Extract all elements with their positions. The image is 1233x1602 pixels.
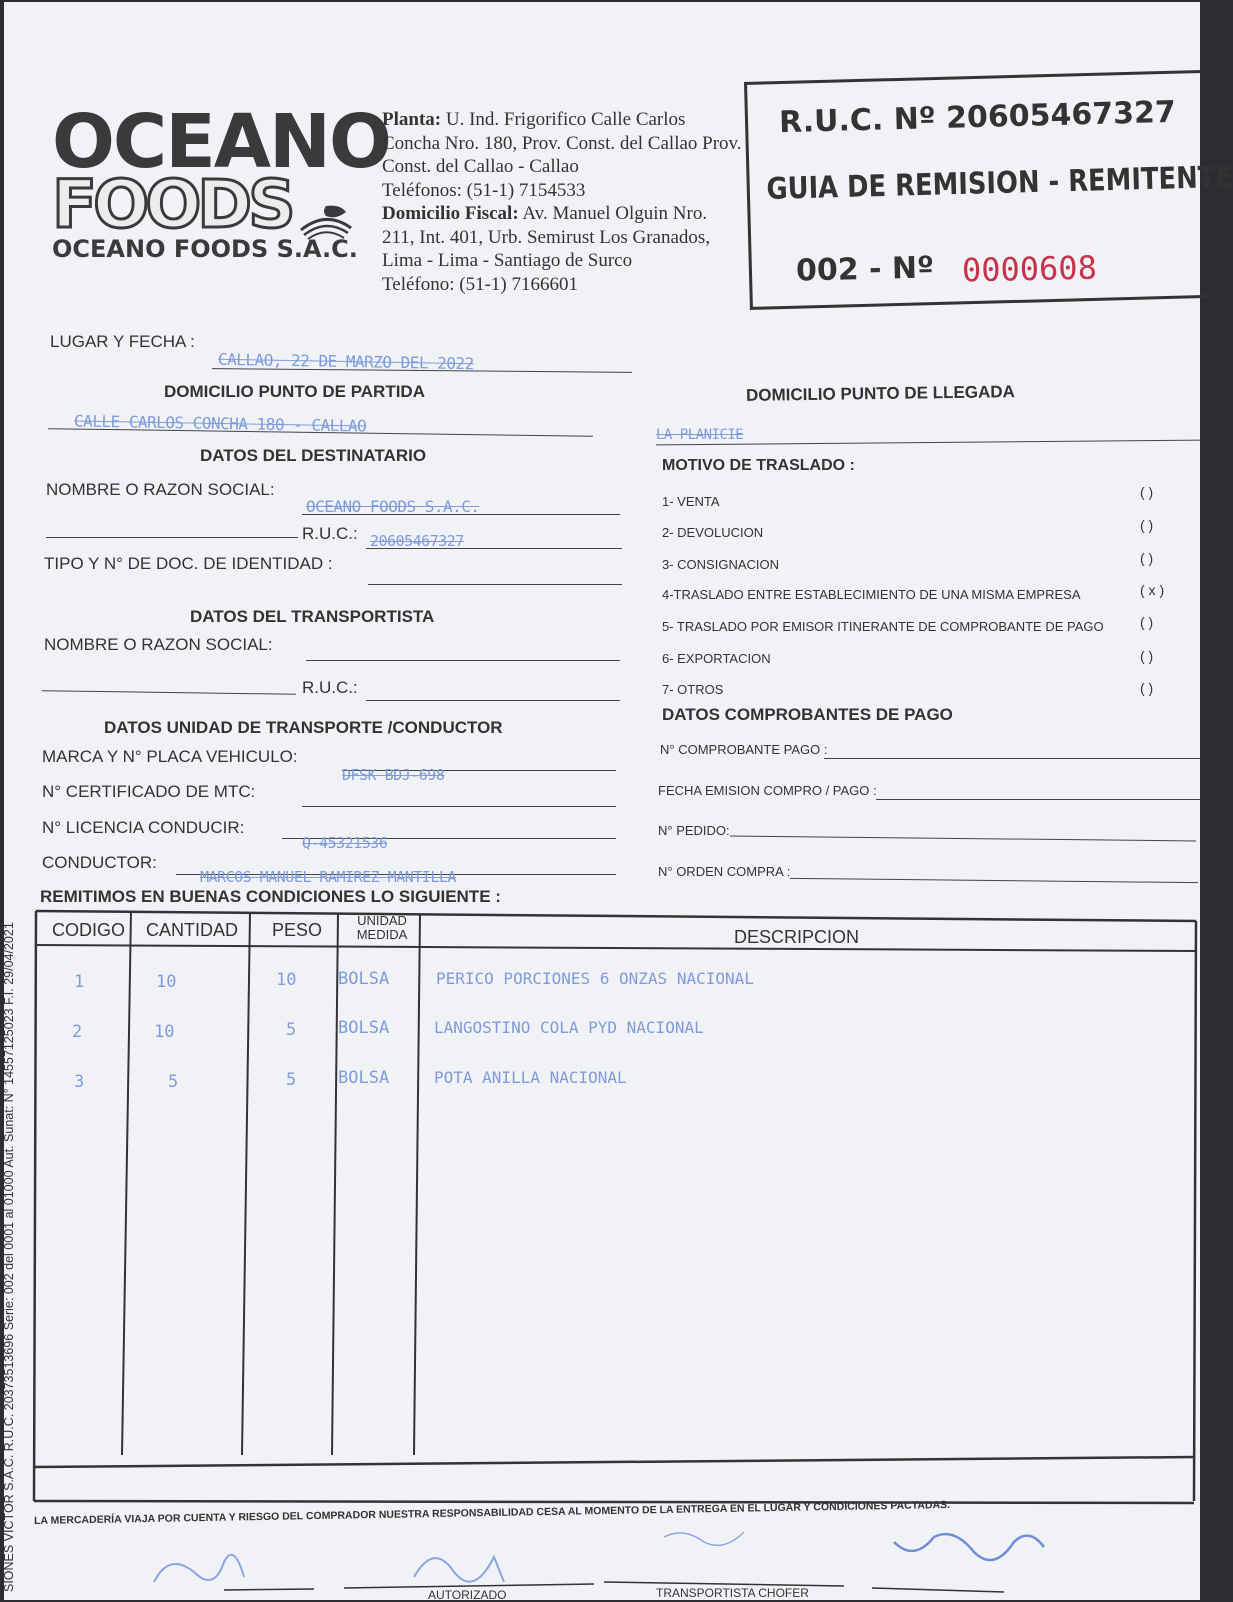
col-header-cantidad: CANTIDAD [146,920,239,940]
certificado-line [302,806,616,807]
cell-unidad: BOLSA [338,1068,390,1088]
conductor-label: CONDUCTOR: [42,853,157,872]
transportista-blank-line [42,690,296,695]
domicilio-text: Av. Manuel Olguin Nro. 211, Int. 401, Urb. Semirust Los Granados, Lima - Lima - Santiago de Surco [382,203,711,271]
planta-text: U. Ind. Frigorifico Calle Carlos Concha Nro. 180, Prov. Const. del Callao Prov. Const. del Callao - Callao [382,109,742,177]
transportista-header: DATOS DEL TRANSPORTISTA [190,607,435,626]
fecha-emision-label: FECHA EMISION COMPRO / PAGO : [658,783,877,798]
licencia-label: N° LICENCIA CONDUCIR: [42,818,245,837]
partida-header: DOMICILIO PUNTO DE PARTIDA [164,382,425,401]
cell-peso: 10 [276,970,297,990]
lugar-fecha-value: CALLAO, 22 DE MARZO DEL 2022 [217,349,474,374]
tipo-doc-line [368,584,622,585]
col-header-unidad-line1: UNIDAD [357,913,407,928]
motivo-checkbox[interactable]: ( ) [1140,614,1154,630]
document-serie: 002 - Nº [795,250,935,289]
col-header-unidad-line2: MEDIDA [356,927,408,942]
planta-phones: Teléfonos: (51-1) 7154533 [382,179,586,201]
motivo-checkbox[interactable]: ( ) [1140,680,1154,696]
transportista-ruc-line [366,700,620,701]
marca-value: DFSK BDJ-698 [342,766,445,784]
motivo-checkbox[interactable]: ( ) [1140,484,1154,500]
orden-compra-line [790,878,1198,883]
comprobante-label: N° COMPROBANTE PAGO : [660,742,828,757]
cell-unidad: BOLSA [338,969,390,989]
motivo-option-label: 7- OTROS [662,682,724,697]
logo-foods: FOODS [52,166,292,243]
document-title: GUIA DE REMISION - REMITENTE [766,159,1233,207]
motivo-checkbox[interactable]: ( ) [1140,648,1154,664]
cell-cantidad: 10 [156,972,177,992]
remitimos-heading: REMITIMOS EN BUENAS CONDICIONES LO SIGUIENTE : [40,887,501,906]
certificado-label: N° CERTIFICADO DE MTC: [42,782,256,801]
document-number: 0000608 [961,248,1098,290]
tipo-doc-label: TIPO Y N° DE DOC. DE IDENTIDAD : [44,554,333,573]
nombre-label: NOMBRE O RAZON SOCIAL: [46,480,275,499]
disclaimer-text: LA MERCADERÍA VIAJA POR CUENTA Y RIESGO DEL COMPRADOR NUESTRA RESPONSABILIDAD CESA AL MOMENTO DE LA ENTREGA EN EL LUGAR Y CONDICIONES PACTADAS. [33,1499,951,1527]
ruc-number: R.U.C. Nº 20605467327 [778,94,1177,141]
ruc-blank-line [46,537,298,538]
lugar-fecha-label: LUGAR Y FECHA : [50,332,195,351]
cell-peso: 5 [286,1070,297,1090]
cell-unidad: BOLSA [338,1018,390,1038]
comprobantes-header: DATOS COMPROBANTES DE PAGO [662,705,953,724]
logo-oceano: OCEANO [52,99,390,185]
conductor-value: MARCOS MANUEL RAMIREZ MANTILLA [200,868,456,886]
destinatario-header: DATOS DEL DESTINATARIO [200,446,427,465]
company-name: OCEANO FOODS S.A.C. [52,235,358,263]
transportista-nombre-line [306,660,620,661]
cell-descripcion: LANGOSTINO COLA PYD NACIONAL [434,1018,704,1037]
domicilio-label: Domicilio Fiscal: [382,203,519,224]
fiscal-phone: Teléfono: (51-1) 7166601 [382,273,579,295]
col-header-codigo: CODIGO [52,920,126,940]
cell-peso: 5 [286,1020,297,1040]
cell-codigo: 2 [72,1022,83,1042]
cell-descripcion: POTA ANILLA NACIONAL [434,1068,627,1087]
cell-codigo: 3 [74,1072,85,1092]
motivo-option-label: 3- CONSIGNACION [662,557,780,572]
ruc-label: R.U.C.: [302,524,358,543]
cell-cantidad: 10 [154,1022,175,1042]
planta-label: Planta: [382,109,442,130]
comprobante-line [824,758,1200,759]
col-header-descripcion: DESCRIPCION [734,927,860,947]
motivo-checkbox[interactable]: ( ) [1140,550,1154,566]
items-table-frame [34,907,1198,1505]
signature-autorizado-label: AUTORIZADO [428,1588,507,1602]
col-header-peso: PESO [272,920,323,940]
cell-codigo: 1 [74,972,85,992]
col-header-unidad [344,914,420,942]
partida-value: CALLE CARLOS CONCHA 180 - CALLAO [73,411,367,436]
transportista-nombre-label: NOMBRE O RAZON SOCIAL: [44,635,273,654]
motivo-header: MOTIVO DE TRASLADO : [662,457,855,474]
motivo-option-label: 2- DEVOLUCION [662,525,764,540]
fecha-emision-line [876,799,1200,800]
nombre-value: OCEANO FOODS S.A.C. [306,497,480,516]
signature-transportista-label: TRANSPORTISTA CHOFER [656,1586,809,1600]
motivo-checkbox[interactable]: ( ) [1140,517,1154,533]
cell-cantidad: 5 [168,1072,179,1092]
llegada-value: LA PLANICIE [656,427,744,443]
motivo-option-label: 1- VENTA [662,494,720,509]
ruc-value: 20605467327 [370,532,464,550]
company-address [382,108,742,296]
motivo-option-label: 4-TRASLADO ENTRE ESTABLECIMIENTO DE UNA MISMA EMPRESA [662,587,1081,602]
orden-compra-label: N° ORDEN COMPRA : [658,864,791,879]
cell-descripcion: PERICO PORCIONES 6 ONZAS NACIONAL [436,969,754,988]
licencia-value: Q-45321536 [302,834,388,852]
transportista-ruc-label: R.U.C.: [302,678,358,697]
motivo-option-label: 6- EXPORTACION [662,651,771,666]
printer-side-text: SIONES VICTOR S.A.C. R.U.C. 20373513696 Serie: 002 del 0001 al 01000 Aut. Sunat: N° 14557125023 F.I. 29/04/2021 [2,922,16,1592]
pedido-label: N° PEDIDO: [658,823,730,838]
llegada-header: DOMICILIO PUNTO DE LLEGADA [745,382,1015,405]
marca-label: MARCA Y N° PLACA VEHICULO: [42,747,298,766]
document-page [2,2,1233,1602]
motivo-checkbox-checked[interactable]: ( x ) [1140,582,1165,598]
motivo-option-label: 5- TRASLADO POR EMISOR ITINERANTE DE COMPROBANTE DE PAGO [662,619,1104,634]
pedido-line [730,836,1196,842]
unidad-header: DATOS UNIDAD DE TRANSPORTE /CONDUCTOR [104,718,503,737]
